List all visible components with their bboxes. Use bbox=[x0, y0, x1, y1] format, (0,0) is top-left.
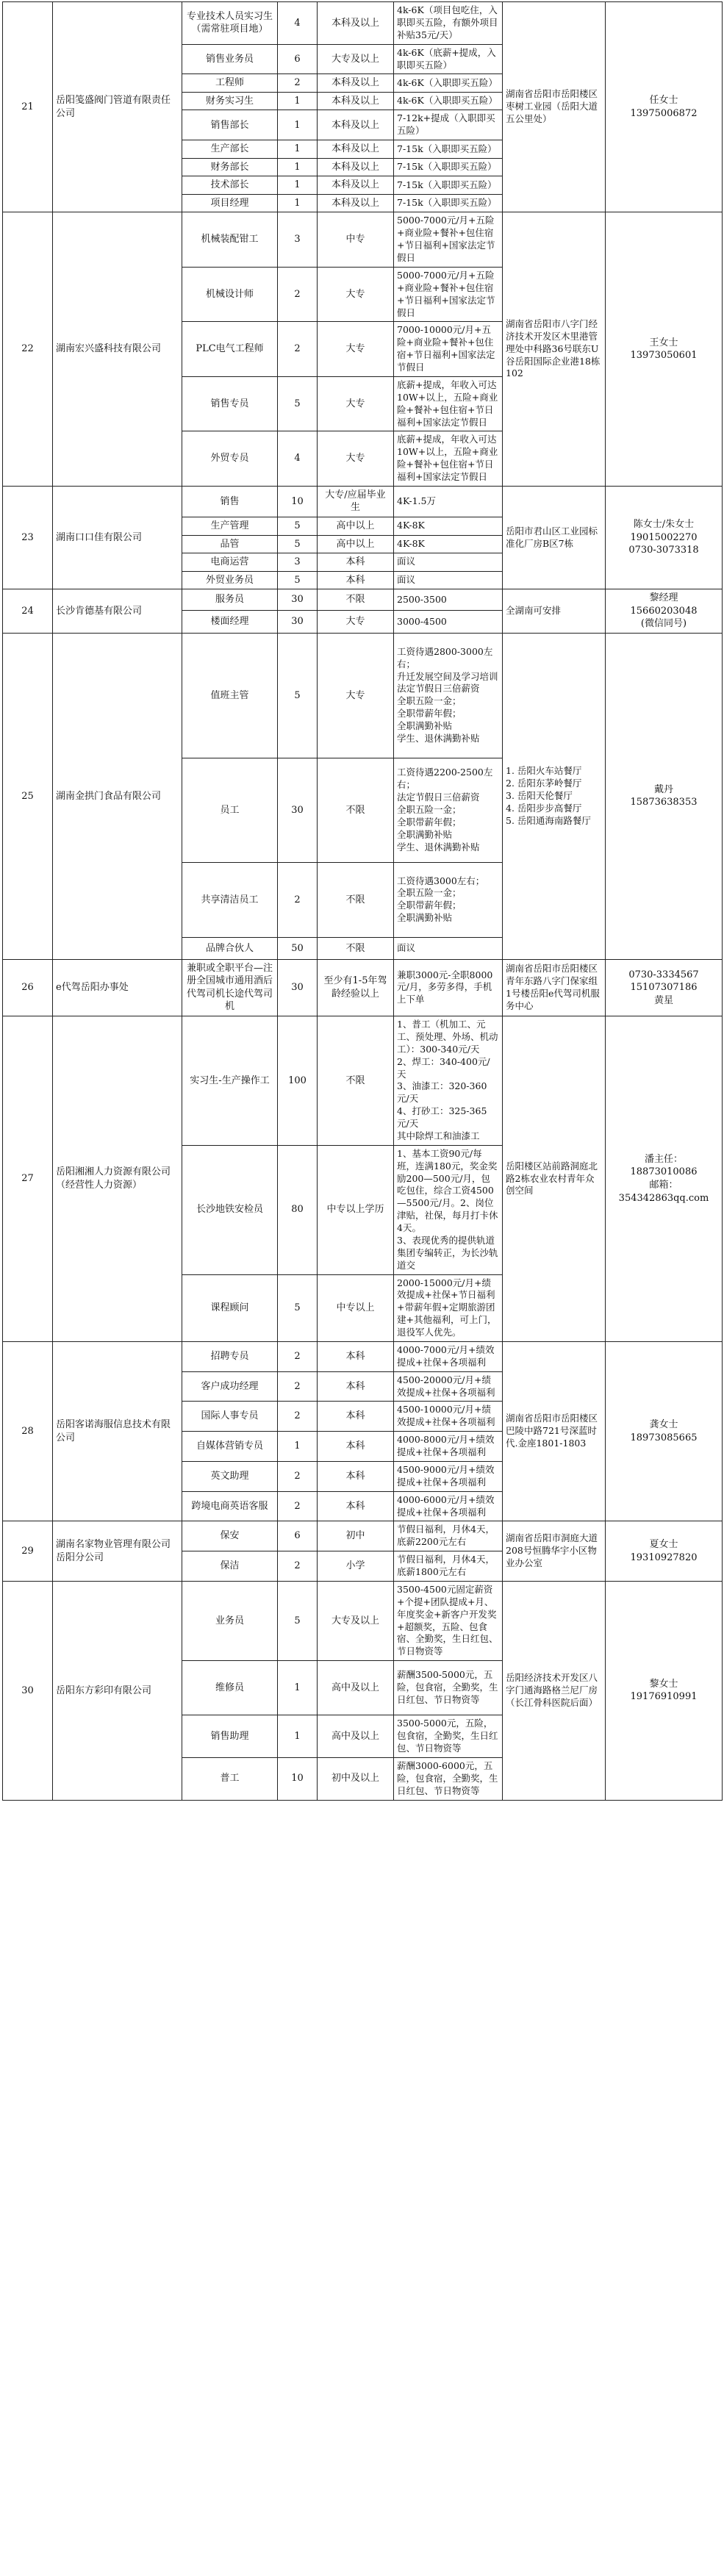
salary-benefits: 3000-4500 bbox=[394, 611, 503, 634]
table-body bbox=[3, 2, 723, 1801]
company-number: 30 bbox=[3, 1581, 53, 1800]
salary-benefits: 薪酬3500-5000元，五险，包食宿，全勤奖，生日红包、节日物资等 bbox=[394, 1661, 503, 1715]
salary-benefits: 节假日福利，月休4天，底薪2200元左右 bbox=[394, 1521, 503, 1551]
position-count: 30 bbox=[278, 611, 318, 634]
position-count: 2 bbox=[278, 862, 318, 937]
salary-benefits: 4000-7000元/月+绩效提成+社保+各项福利 bbox=[394, 1341, 503, 1371]
position-title: 专业技术人员实习生（需常驻项目地） bbox=[182, 2, 278, 45]
work-address: 湖南省岳阳市岳阳楼区枣树工业园（岳阳大道五公里处） bbox=[503, 2, 606, 212]
position-count: 5 bbox=[278, 633, 318, 758]
work-address: 湖南省岳阳市岳阳楼区巴陵中路721号深蓝时代.金座1801-1803 bbox=[503, 1341, 606, 1521]
company-number: 24 bbox=[3, 589, 53, 634]
work-address: 岳阳楼区站前路洞庭北路2栋农业农村青年众创空间 bbox=[503, 1016, 606, 1342]
position-count: 1 bbox=[278, 1432, 318, 1462]
education-requirement: 本科 bbox=[318, 1402, 394, 1432]
table-row bbox=[3, 589, 723, 611]
education-requirement: 本科及以上 bbox=[318, 92, 394, 110]
contact-info: 0730-3334567 15107307186 黄星 bbox=[606, 959, 723, 1016]
position-title: 品管 bbox=[182, 535, 278, 553]
position-count: 5 bbox=[278, 517, 318, 536]
salary-benefits: 节假日福利，月休4天，底薪1800元左右 bbox=[394, 1551, 503, 1582]
education-requirement: 不限 bbox=[318, 937, 394, 959]
position-title: 机械装配钳工 bbox=[182, 212, 278, 268]
position-count: 1 bbox=[278, 158, 318, 176]
position-count: 5 bbox=[278, 571, 318, 589]
salary-benefits: 4500-10000元/月+绩效提成+社保+各项福利 bbox=[394, 1402, 503, 1432]
company-number: 21 bbox=[3, 2, 53, 212]
salary-benefits: 4k-6K（入职即买五险） bbox=[394, 92, 503, 110]
education-requirement: 大专/应届毕业生 bbox=[318, 486, 394, 517]
contact-info: 黎女士 19176910991 bbox=[606, 1581, 723, 1800]
salary-benefits: 5000-7000元/月+五险+商业险+餐补+包住宿+节日福利+国家法定节假日 bbox=[394, 212, 503, 268]
position-count: 2 bbox=[278, 1341, 318, 1371]
education-requirement: 大专 bbox=[318, 431, 394, 487]
position-count: 1 bbox=[278, 92, 318, 110]
education-requirement: 本科 bbox=[318, 1491, 394, 1521]
company-name: 岳阳笺盛阀门管道有限责任公司 bbox=[53, 2, 182, 212]
education-requirement: 本科及以上 bbox=[318, 74, 394, 93]
education-requirement: 中专以上 bbox=[318, 1274, 394, 1341]
position-count: 30 bbox=[278, 959, 318, 1016]
education-requirement: 本科及以上 bbox=[318, 2, 394, 45]
education-requirement: 大专 bbox=[318, 611, 394, 634]
salary-benefits: 工资待遇3000左右； 全职五险一金； 全职带薪年假； 全职满勤补贴 bbox=[394, 862, 503, 937]
position-title: 工程师 bbox=[182, 74, 278, 93]
education-requirement: 不限 bbox=[318, 589, 394, 611]
salary-benefits: 5000-7000元/月+五险+商业险+餐补+包住宿+节日福利+国家法定节假日 bbox=[394, 267, 503, 322]
table-row bbox=[3, 959, 723, 1016]
company-number: 22 bbox=[3, 212, 53, 487]
position-title: 项目经理 bbox=[182, 194, 278, 212]
salary-benefits: 7-15k（入职即买五险） bbox=[394, 158, 503, 176]
contact-info: 黎经理 15660203048 (微信同号) bbox=[606, 589, 723, 634]
salary-benefits: 4000-6000元/月+绩效提成+社保+各项福利 bbox=[394, 1491, 503, 1521]
salary-benefits: 1、基本工资90元/每班，连满180元，奖金奖励200—500元/月，包吃包住，综合工资4500—5500元/月。2、岗位津贴，社保，每月打卡休4天。 3、表现优秀的提供轨道集团专编转正，为长沙轨道交 bbox=[394, 1145, 503, 1274]
table-row bbox=[3, 1521, 723, 1551]
position-title: 生产部长 bbox=[182, 140, 278, 159]
salary-benefits: 工资待遇2200-2500左右； 法定节假日三倍薪资 全职五险一金； 全职带薪年假； 全职满勤补贴 学生、退休满勤补贴 bbox=[394, 758, 503, 862]
contact-info: 任女士 13975006872 bbox=[606, 2, 723, 212]
position-count: 2 bbox=[278, 1491, 318, 1521]
table-row bbox=[3, 633, 723, 758]
work-address: 全湖南可安排 bbox=[503, 589, 606, 634]
education-requirement: 大专及以上 bbox=[318, 44, 394, 74]
position-count: 1 bbox=[278, 1661, 318, 1715]
position-title: 自媒体营销专员 bbox=[182, 1432, 278, 1462]
salary-benefits: 面议 bbox=[394, 553, 503, 572]
position-count: 6 bbox=[278, 44, 318, 74]
company-name: 岳阳东方彩印有限公司 bbox=[53, 1581, 182, 1800]
position-count: 2 bbox=[278, 1371, 318, 1402]
education-requirement: 高中及以上 bbox=[318, 1661, 394, 1715]
company-name: 湖南口口佳有限公司 bbox=[53, 486, 182, 589]
salary-benefits: 7-15k（入职即买五险） bbox=[394, 176, 503, 195]
contact-info: 戴丹 15873638353 bbox=[606, 633, 723, 959]
position-count: 10 bbox=[278, 486, 318, 517]
position-count: 4 bbox=[278, 431, 318, 487]
position-title: 机械设计师 bbox=[182, 267, 278, 322]
company-name: 岳阳客诺海服信息技术有限公司 bbox=[53, 1341, 182, 1521]
education-requirement: 本科及以上 bbox=[318, 110, 394, 140]
education-requirement: 不限 bbox=[318, 758, 394, 862]
position-title: 保洁 bbox=[182, 1551, 278, 1582]
salary-benefits: 4000-8000元/月+绩效提成+社保+各项福利 bbox=[394, 1432, 503, 1462]
position-count: 5 bbox=[278, 535, 318, 553]
position-title: 电商运营 bbox=[182, 553, 278, 572]
salary-benefits: 面议 bbox=[394, 571, 503, 589]
position-title: 财务部长 bbox=[182, 158, 278, 176]
education-requirement: 不限 bbox=[318, 1016, 394, 1146]
position-count: 1 bbox=[278, 1715, 318, 1758]
salary-benefits: 7-15k（入职即买五险） bbox=[394, 140, 503, 159]
position-title: 保安 bbox=[182, 1521, 278, 1551]
table-row bbox=[3, 1341, 723, 1371]
education-requirement: 至少有1-5年驾龄经验以上 bbox=[318, 959, 394, 1016]
salary-benefits: 底薪+提成，年收入可达10W+以上，五险+商业险+餐补+包住宿+节日福利+国家法定节假日 bbox=[394, 431, 503, 487]
position-title: 客户成功经理 bbox=[182, 1371, 278, 1402]
position-count: 5 bbox=[278, 1581, 318, 1660]
company-number: 28 bbox=[3, 1341, 53, 1521]
education-requirement: 本科 bbox=[318, 553, 394, 572]
education-requirement: 本科及以上 bbox=[318, 140, 394, 159]
position-count: 6 bbox=[278, 1521, 318, 1551]
contact-info: 潘主任： 18873010086 邮箱： 354342863qq.com bbox=[606, 1016, 723, 1342]
education-requirement: 初中 bbox=[318, 1521, 394, 1551]
company-number: 25 bbox=[3, 633, 53, 959]
salary-benefits: 薪酬3000-6000元，五险，包食宿，全勤奖，生日红包、节日物资等 bbox=[394, 1757, 503, 1800]
company-name: 湖南名家物业管理有限公司岳阳分公司 bbox=[53, 1521, 182, 1582]
position-title: 业务员 bbox=[182, 1581, 278, 1660]
education-requirement: 中专以上学历 bbox=[318, 1145, 394, 1274]
position-title: 国际人事专员 bbox=[182, 1402, 278, 1432]
recruitment-table bbox=[2, 1, 723, 1801]
education-requirement: 大专 bbox=[318, 322, 394, 377]
work-address: 岳阳市君山区工业园标准化厂房B区7栋 bbox=[503, 486, 606, 589]
position-count: 2 bbox=[278, 1461, 318, 1491]
position-count: 1 bbox=[278, 110, 318, 140]
salary-benefits: 4K-8K bbox=[394, 517, 503, 536]
contact-info: 王女士 13973050601 bbox=[606, 212, 723, 487]
position-count: 100 bbox=[278, 1016, 318, 1146]
position-count: 5 bbox=[278, 376, 318, 431]
position-count: 3 bbox=[278, 212, 318, 268]
position-count: 1 bbox=[278, 194, 318, 212]
salary-benefits: 7-15k（入职即买五险） bbox=[394, 194, 503, 212]
position-title: 值班主管 bbox=[182, 633, 278, 758]
work-address: 1. 岳阳火车站餐厅 2. 岳阳东茅岭餐厅 3. 岳阳天伦餐厅 4. 岳阳步步高餐厅 5. 岳阳通海南路餐厅 bbox=[503, 633, 606, 959]
position-title: 维修员 bbox=[182, 1661, 278, 1715]
position-title: 销售专员 bbox=[182, 376, 278, 431]
salary-benefits: 4k-6K（入职即买五险） bbox=[394, 74, 503, 93]
contact-info: 陈女士/朱女士 19015002270 0730-3073318 bbox=[606, 486, 723, 589]
position-count: 30 bbox=[278, 758, 318, 862]
position-count: 30 bbox=[278, 589, 318, 611]
salary-benefits: 3500-4500元固定薪资+个提+团队提成+月、年度奖金+新客户开发奖+超额奖，五险、包食宿、全勤奖，生日红包、节日物资等 bbox=[394, 1581, 503, 1660]
salary-benefits: 4K-1.5万 bbox=[394, 486, 503, 517]
education-requirement: 本科 bbox=[318, 1371, 394, 1402]
salary-benefits: 3500-5000元，五险，包食宿，全勤奖，生日红包、节日物资等 bbox=[394, 1715, 503, 1758]
education-requirement: 大专 bbox=[318, 376, 394, 431]
education-requirement: 中专 bbox=[318, 212, 394, 268]
position-title: 课程顾问 bbox=[182, 1274, 278, 1341]
education-requirement: 高中以上 bbox=[318, 535, 394, 553]
education-requirement: 不限 bbox=[318, 862, 394, 937]
education-requirement: 本科及以上 bbox=[318, 176, 394, 195]
position-count: 2 bbox=[278, 267, 318, 322]
education-requirement: 本科 bbox=[318, 1432, 394, 1462]
salary-benefits: 工资待遇2800-3000左右； 升迁发展空间及学习培训 法定节假日三倍薪资 全职五险一金； 全职带薪年假； 全职满勤补贴 学生、退休满勤补贴 bbox=[394, 633, 503, 758]
salary-benefits: 7000-10000元/月+五险+商业险+餐补+包住宿+节日福利+国家法定节假日 bbox=[394, 322, 503, 377]
contact-info: 龚女士 18973085665 bbox=[606, 1341, 723, 1521]
education-requirement: 本科及以上 bbox=[318, 194, 394, 212]
position-title: 财务实习生 bbox=[182, 92, 278, 110]
company-number: 29 bbox=[3, 1521, 53, 1582]
position-title: 普工 bbox=[182, 1757, 278, 1800]
position-title: 技术部长 bbox=[182, 176, 278, 195]
salary-benefits: 4k-6K（项目包吃住，入职即买五险，有额外项目补贴35元/天） bbox=[394, 2, 503, 45]
position-title: 长沙地铁安检员 bbox=[182, 1145, 278, 1274]
salary-benefits: 面议 bbox=[394, 937, 503, 959]
salary-benefits: 4500-20000元/月+绩效提成+社保+各项福利 bbox=[394, 1371, 503, 1402]
work-address: 岳阳经济技术开发区八字门通海路格兰尼厂房（长江骨科医院后面） bbox=[503, 1581, 606, 1800]
position-title: 外贸专员 bbox=[182, 431, 278, 487]
position-title: 兼职或全职平台—注册全国城市通用酒后代驾司机长途代驾司机 bbox=[182, 959, 278, 1016]
position-title: 销售助理 bbox=[182, 1715, 278, 1758]
education-requirement: 本科及以上 bbox=[318, 158, 394, 176]
position-count: 2 bbox=[278, 1402, 318, 1432]
table-row bbox=[3, 212, 723, 268]
position-count: 50 bbox=[278, 937, 318, 959]
company-number: 26 bbox=[3, 959, 53, 1016]
education-requirement: 小学 bbox=[318, 1551, 394, 1582]
position-title: 品牌合伙人 bbox=[182, 937, 278, 959]
position-count: 4 bbox=[278, 2, 318, 45]
position-title: 销售 bbox=[182, 486, 278, 517]
company-name: 岳阳湘湘人力资源有限公司（经营性人力资源） bbox=[53, 1016, 182, 1342]
education-requirement: 本科 bbox=[318, 1461, 394, 1491]
work-address: 湖南省岳阳市岳阳楼区青年东路八字门保家组1号楼岳阳e代驾司机服务中心 bbox=[503, 959, 606, 1016]
position-title: 销售业务员 bbox=[182, 44, 278, 74]
position-title: 楼面经理 bbox=[182, 611, 278, 634]
position-title: 生产管理 bbox=[182, 517, 278, 536]
position-count: 2 bbox=[278, 322, 318, 377]
position-count: 1 bbox=[278, 176, 318, 195]
education-requirement: 大专及以上 bbox=[318, 1581, 394, 1660]
company-name: 湖南宏兴盛科技有限公司 bbox=[53, 212, 182, 487]
salary-benefits: 1、普工（机加工、元工、预处理、外场、机动工）：300-340元/天 2、焊工：340-400元/天 3、油漆工：320-360元/天 4、打砂工：325-365元/天 其中除焊工和油漆工 bbox=[394, 1016, 503, 1146]
salary-benefits: 4k-6K（底薪+提成，入职即买五险） bbox=[394, 44, 503, 74]
education-requirement: 大专 bbox=[318, 267, 394, 322]
salary-benefits: 7-12k+提成（入职即买五险） bbox=[394, 110, 503, 140]
position-count: 2 bbox=[278, 74, 318, 93]
salary-benefits: 兼职3000元-全职8000元/月，多劳多得，手机上下单 bbox=[394, 959, 503, 1016]
position-title: 实习生-生产操作工 bbox=[182, 1016, 278, 1146]
position-title: 跨境电商英语客服 bbox=[182, 1491, 278, 1521]
education-requirement: 高中及以上 bbox=[318, 1715, 394, 1758]
education-requirement: 大专 bbox=[318, 633, 394, 758]
position-title: 英文助理 bbox=[182, 1461, 278, 1491]
position-count: 3 bbox=[278, 553, 318, 572]
education-requirement: 初中及以上 bbox=[318, 1757, 394, 1800]
position-title: 销售部长 bbox=[182, 110, 278, 140]
position-title: 招聘专员 bbox=[182, 1341, 278, 1371]
salary-benefits: 2000-15000元/月+绩效提成+社保+节日福利+带薪年假+定期旅游团建+其他福利，可上门，退役军人优先。 bbox=[394, 1274, 503, 1341]
table-row bbox=[3, 1581, 723, 1660]
position-title: 员工 bbox=[182, 758, 278, 862]
company-number: 23 bbox=[3, 486, 53, 589]
work-address: 湖南省岳阳市八字门经济技术开发区木里港管理处中科路36号联东U谷岳阳国际企业港18栋102 bbox=[503, 212, 606, 487]
company-name: 长沙肯德基有限公司 bbox=[53, 589, 182, 634]
company-name: e代驾岳阳办事处 bbox=[53, 959, 182, 1016]
table-row bbox=[3, 1016, 723, 1146]
position-title: 服务员 bbox=[182, 589, 278, 611]
position-count: 2 bbox=[278, 1551, 318, 1582]
education-requirement: 本科 bbox=[318, 571, 394, 589]
table-row bbox=[3, 2, 723, 45]
salary-benefits: 2500-3500 bbox=[394, 589, 503, 611]
position-title: 外贸业务员 bbox=[182, 571, 278, 589]
position-count: 10 bbox=[278, 1757, 318, 1800]
contact-info: 夏女士 19310927820 bbox=[606, 1521, 723, 1582]
salary-benefits: 4K-8K bbox=[394, 535, 503, 553]
table-row bbox=[3, 486, 723, 517]
position-count: 5 bbox=[278, 1274, 318, 1341]
education-requirement: 高中以上 bbox=[318, 517, 394, 536]
company-name: 湖南金拱门食品有限公司 bbox=[53, 633, 182, 959]
work-address: 湖南省岳阳市洞庭大道208号恒腾华宇小区物业办公室 bbox=[503, 1521, 606, 1582]
position-title: 共享清洁员工 bbox=[182, 862, 278, 937]
salary-benefits: 4500-9000元/月+绩效提成+社保+各项福利 bbox=[394, 1461, 503, 1491]
company-number: 27 bbox=[3, 1016, 53, 1342]
position-count: 1 bbox=[278, 140, 318, 159]
position-count: 80 bbox=[278, 1145, 318, 1274]
position-title: PLC电气工程师 bbox=[182, 322, 278, 377]
education-requirement: 本科 bbox=[318, 1341, 394, 1371]
salary-benefits: 底薪+提成，年收入可达10W+以上，五险+商业险+餐补+包住宿+节日福利+国家法定节假日 bbox=[394, 376, 503, 431]
